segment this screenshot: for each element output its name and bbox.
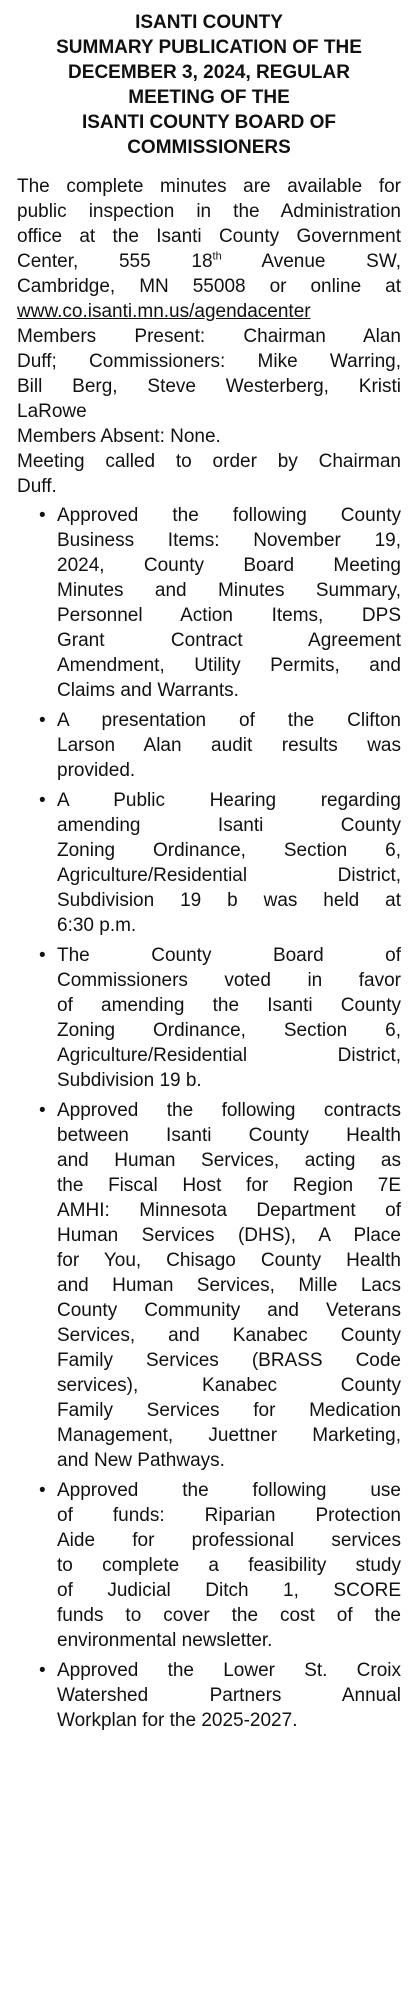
members-absent: [17, 424, 401, 449]
members-present-line: Duff; Commissioners: Mike Warring,: [17, 351, 401, 372]
list-item-line: environmental newsletter.: [57, 1630, 273, 1651]
list-item-line: Agriculture/Residential District,: [57, 865, 401, 886]
list-item-line: Approved the Lower St. Croix: [57, 1660, 401, 1681]
list-item: [37, 708, 401, 783]
bullet-icon: •: [39, 945, 46, 966]
intro-line: public inspection in the Administration: [17, 201, 401, 222]
list-item-line: to complete a feasibility study: [57, 1555, 401, 1576]
list-item-line: Zoning Ordinance, Section 6,: [57, 840, 401, 861]
bullet-icon: •: [39, 710, 46, 731]
bullet-icon: •: [39, 790, 46, 811]
list-item-line: Grant Contract Agreement: [57, 630, 401, 651]
title-line: MEETING OF THE: [128, 87, 290, 108]
list-item-line: Family Services for Medication: [57, 1400, 401, 1421]
ordinal-suffix: th: [212, 250, 222, 263]
list-item-line: Minutes and Minutes Summary,: [57, 580, 401, 601]
list-item-line: Larson Alan audit results was: [57, 735, 401, 756]
intro-line: Cambridge, MN 55008 or online at: [17, 276, 401, 297]
called-to-order: [17, 449, 401, 499]
list-item-line: Aide for professional services: [57, 1530, 401, 1551]
list-item-line: 2024, County Board Meeting: [57, 555, 401, 576]
bullet-icon: •: [39, 1480, 46, 1501]
bullet-icon: •: [39, 1100, 46, 1121]
list-item-line: Business Items: November 19,: [57, 530, 401, 551]
intro-paragraph: [17, 174, 401, 324]
list-item-line: AMHI: Minnesota Department of: [57, 1200, 401, 1221]
address-part: Center,: [17, 251, 79, 272]
list-item-line: Approved the following County: [57, 505, 401, 526]
address-part: Avenue: [261, 251, 326, 272]
list-item-line: of Judicial Ditch 1, SCORE: [57, 1580, 401, 1601]
members-present-line: LaRowe: [17, 401, 87, 422]
list-item-line: Zoning Ordinance, Section 6,: [57, 1020, 401, 1041]
notice-title: [17, 10, 401, 160]
title-line: ISANTI COUNTY: [135, 12, 283, 33]
list-item-line: and Human Services, acting as: [57, 1150, 401, 1171]
list-item-line: for You, Chisago County Health: [57, 1250, 401, 1271]
list-item-line: amending Isanti County: [57, 815, 401, 836]
list-item: [37, 943, 401, 1093]
address-part: SW,: [366, 251, 402, 272]
list-item-line: Claims and Warrants.: [57, 680, 239, 701]
list-item: [37, 788, 401, 938]
agenda-center-link[interactable]: www.co.isanti.mn.us/agendacenter: [17, 301, 311, 322]
list-item-line: Commissioners voted in favor: [57, 970, 401, 991]
list-item-line: Subdivision 19 b.: [57, 1070, 202, 1091]
list-item-line: Personnel Action Items, DPS: [57, 605, 401, 626]
list-item: [37, 503, 401, 703]
list-item-line: A Public Hearing regarding: [57, 790, 401, 811]
intro-line: The complete minutes are available for: [17, 176, 401, 197]
members-present: [17, 324, 401, 424]
list-item-line: provided.: [57, 760, 136, 781]
list-item-line: Amendment, Utility Permits, and: [57, 655, 401, 676]
list-item-line: between Isanti County Health: [57, 1125, 401, 1146]
list-item-line: the Fiscal Host for Region 7E: [57, 1175, 401, 1196]
list-item-line: 6:30 p.m.: [57, 915, 137, 936]
members-absent-line: Members Absent: None.: [17, 426, 221, 447]
list-item-line: and Human Services, Mille Lacs: [57, 1275, 401, 1296]
intro-line: office at the Isanti County Government: [17, 226, 401, 247]
title-line: DECEMBER 3, 2024, REGULAR: [68, 62, 350, 83]
address-street-number: 18th: [191, 250, 222, 272]
called-to-order-line: Meeting called to order by Chairman: [17, 451, 401, 472]
list-item-line: Management, Juettner Marketing,: [57, 1425, 401, 1446]
members-present-line: Bill Berg, Steve Westerberg, Kristi: [17, 376, 401, 397]
list-item-line: of funds: Riparian Protection: [57, 1505, 401, 1526]
address-number: 555: [118, 251, 151, 272]
members-present-line: Members Present: Chairman Alan: [17, 326, 401, 347]
list-item-line: County Community and Veterans: [57, 1300, 401, 1321]
list-item: [37, 1658, 401, 1733]
business-items-list: [17, 503, 401, 1733]
called-to-order-line: Duff.: [17, 476, 57, 497]
list-item-line: Subdivision 19 b was held at: [57, 890, 401, 911]
title-line: SUMMARY PUBLICATION OF THE: [56, 37, 362, 58]
list-item-line: and New Pathways.: [57, 1450, 225, 1471]
list-item-line: Approved the following use: [57, 1480, 401, 1501]
list-item-line: funds to cover the cost of the: [57, 1605, 401, 1626]
list-item: [37, 1098, 401, 1473]
list-item-line: of amending the Isanti County: [57, 995, 401, 1016]
bullet-icon: •: [39, 505, 46, 526]
list-item-line: Approved the following contracts: [57, 1100, 401, 1121]
title-line: ISANTI COUNTY BOARD OF: [81, 112, 337, 133]
list-item-line: Human Services (DHS), A Place: [57, 1225, 401, 1246]
bullet-icon: •: [39, 1660, 46, 1681]
title-line: COMMISSIONERS: [127, 137, 291, 158]
address-line: [17, 249, 401, 274]
list-item-line: Services, and Kanabec County: [57, 1325, 401, 1346]
list-item-line: A presentation of the Clifton: [57, 710, 401, 731]
list-item-line: services), Kanabec County: [57, 1375, 401, 1396]
list-item-line: Workplan for the 2025-2027.: [57, 1710, 298, 1731]
list-item-line: Family Services (BRASS Code: [57, 1350, 401, 1371]
list-item-line: The County Board of: [57, 945, 401, 966]
list-item-line: Agriculture/Residential District,: [57, 1045, 401, 1066]
list-item: [37, 1478, 401, 1653]
list-item-line: Watershed Partners Annual: [57, 1685, 401, 1706]
